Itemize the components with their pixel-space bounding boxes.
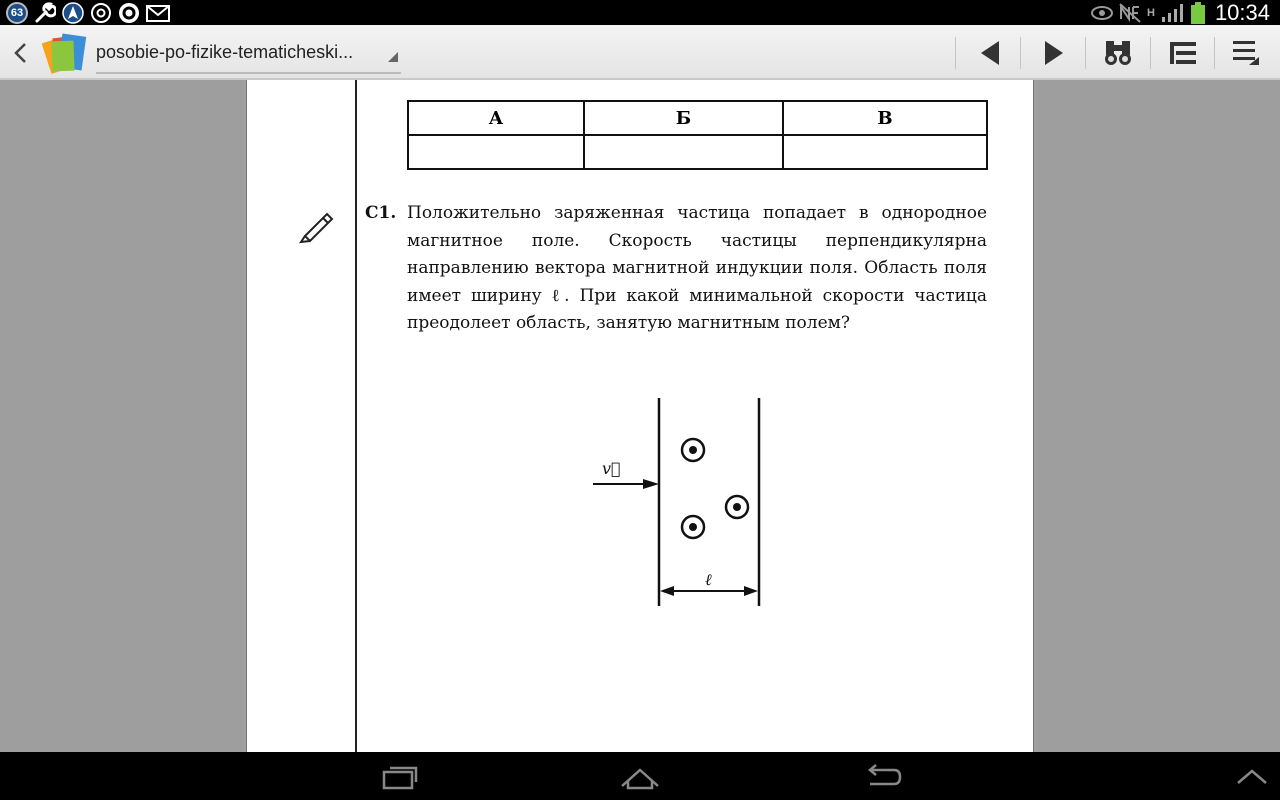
document-page (246, 80, 1034, 752)
recent-apps-button[interactable] (376, 762, 424, 792)
back-button[interactable] (858, 762, 906, 792)
margin-line (355, 80, 357, 752)
width-arrowhead-right (744, 586, 758, 596)
network-type-label: H (1146, 6, 1155, 19)
outline-list-icon (1168, 40, 1198, 66)
notification-count-badge: 63 (6, 2, 28, 24)
system-icons (1091, 0, 1270, 25)
next-page-button[interactable] (1032, 35, 1076, 71)
answer-table-header-row (408, 101, 987, 135)
document-viewport[interactable] (0, 80, 1280, 752)
velocity-arrowhead (643, 479, 659, 489)
search-button[interactable] (1096, 35, 1140, 71)
triangle-left-icon (979, 40, 1001, 66)
eye-icon (1091, 5, 1113, 21)
toolbar-divider (1214, 37, 1215, 69)
title-dropdown-icon[interactable] (388, 52, 398, 62)
mail-icon (146, 2, 170, 24)
answer-cell-a (408, 135, 584, 169)
expand-button[interactable] (1228, 762, 1276, 792)
wrench-icon (34, 2, 56, 24)
problem-text: Положительно заряженная частица попадает в однородное магнитное поле. Скорость частицы перпендикулярна направлению вектора магнитной индукции поля. Область поля имеет ширину ℓ. При какой минимальной скорости частица преодолеет область, занятую магнитным полем? (407, 203, 987, 333)
prev-page-button[interactable] (968, 35, 1012, 71)
title-underline (96, 72, 401, 74)
battery-icon (1191, 2, 1205, 24)
answer-cell-b (584, 135, 783, 169)
email-at-icon (90, 2, 112, 24)
status-bar (0, 0, 1280, 25)
sync-icon (118, 2, 140, 24)
width-arrowhead-left (660, 586, 674, 596)
nfc-off-icon (1119, 3, 1141, 23)
toolbar-divider (1020, 37, 1021, 69)
back-arrow-icon (862, 764, 902, 790)
notification-icons (6, 2, 170, 24)
field-symbol (682, 439, 704, 461)
binoculars-icon (1103, 39, 1133, 67)
recent-apps-icon (380, 764, 420, 790)
back-chevron-icon[interactable] (12, 41, 30, 65)
answer-header-c: В (783, 101, 987, 135)
answer-cell-c (783, 135, 987, 169)
toolbar-divider (1150, 37, 1151, 69)
clock: 10:34 (1214, 0, 1270, 25)
field-symbol (682, 516, 704, 538)
home-icon (618, 764, 662, 790)
document-title[interactable]: posobie-po-fizike-tematicheski... (96, 42, 354, 62)
menu-icon (1231, 39, 1261, 67)
pen-icon (297, 208, 337, 244)
overflow-menu-button[interactable] (1224, 35, 1268, 71)
magnetic-field-diagram (577, 380, 777, 620)
signal-icon (1161, 3, 1185, 23)
home-button[interactable] (616, 762, 664, 792)
width-label: ℓ (705, 570, 712, 589)
velocity-label: v⃗ (602, 459, 621, 478)
field-symbol (726, 496, 748, 518)
problem-c1 (365, 200, 987, 338)
triangle-right-icon (1043, 40, 1065, 66)
toolbar-divider (1085, 37, 1086, 69)
answer-table-row (408, 135, 987, 169)
navigation-bar (0, 752, 1280, 800)
app-logo-icon (40, 31, 88, 75)
chevron-up-icon (1235, 767, 1269, 787)
problem-number: С1. (365, 203, 397, 223)
outline-button[interactable] (1161, 35, 1205, 71)
navigation-icon (62, 2, 84, 24)
answer-table (407, 100, 988, 170)
answer-header-a: А (408, 101, 584, 135)
answer-header-b: Б (584, 101, 783, 135)
toolbar-divider (955, 37, 956, 69)
action-bar (0, 25, 1280, 80)
